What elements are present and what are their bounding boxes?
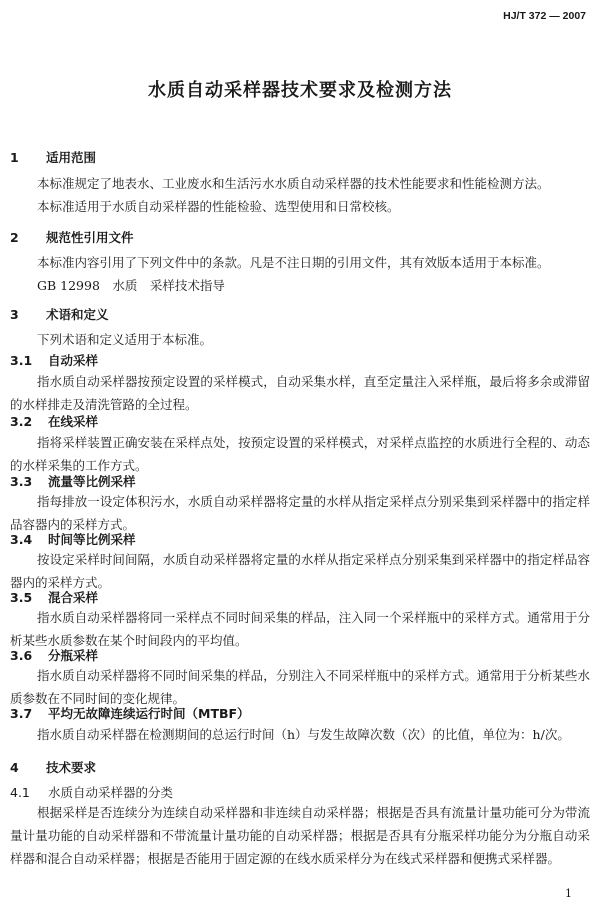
term-heading-3-2: 3.2 在线采样 [10,414,99,429]
section-heading-4 [10,758,96,776]
term-definition: 指水质自动采样器按预定设置的采样模式，自动采集水样，直至定量注入采样瓶，最后将多余或滞留的水样排走及清洗管路的全过程。 [10,374,590,412]
section-number: 4 [10,760,19,775]
standard-code: HJ/T 372 — 2007 [503,10,586,22]
term-heading-3-5: 3.5 混合采样 [10,590,99,605]
section-title: 技术要求 [46,760,97,775]
term-definition: 指将采样装置正确安装在采样点处，按预定设置的采样模式，对采样点监控的水质进行全程的、动态的水样采集的工作方式。 [10,435,590,473]
term-heading-3-3: 3.3 流量等比例采样 [10,474,136,489]
section-heading-2 [10,228,134,246]
paragraph: 根据采样是否连续分为连续自动采样器和非连续自动采样器；根据是否具有流量计量功能可分为带流量计量功能的自动采样器和不带流量计量功能的自动采样器；根据是否具有分瓶采样功能分为分瓶自动采样器和混合自动采样器；根据是否能用于固定源的在线水质采样分为在线式采样器和便携式采样器。 [10,805,590,866]
term-heading-3-6: 3.6 分瓶采样 [10,648,99,663]
section-heading-3 [10,305,109,323]
section-number: 2 [10,230,19,245]
term-definition: 指每排放一设定体积污水，水质自动采样器将定量的水样从指定采样点分别采集到采样器中的指定样品容器内的采样方式。 [10,494,590,532]
page-number: 1 [565,887,572,900]
term-definition: 按设定采样时间间隔，水质自动采样器将定量的水样从指定采样点分别采集到采样器中的指定样品容器内的采样方式。 [10,552,590,590]
section-heading-1 [10,148,96,166]
term-definition: 指水质自动采样器将同一采样点不同时间采集的样品，注入同一个采样瓶中的采样方式。通常用于分析某些水质参数在某个时间段内的平均值。 [10,610,590,648]
term-heading-3-7: 3.7 平均无故障连续运行时间（MTBF） [10,706,250,721]
paragraph: 本标准适用于水质自动采样器的性能检验、选型使用和日常校核。 [37,199,400,214]
term-definition: 指水质自动采样器将不同时间采集的样品，分别注入不同采样瓶中的采样方式。通常用于分析某些水质参数在不同时间的变化规律。 [10,668,590,706]
section-title: 规范性引用文件 [46,230,134,245]
paragraph: 下列术语和定义适用于本标准。 [37,332,213,347]
section-title: 术语和定义 [46,307,109,322]
reference-entry: GB 12998 水质 采样技术指导 [37,278,225,293]
section-title: 适用范围 [46,150,97,165]
section-number: 1 [10,150,19,165]
term-heading-3-4: 3.4 时间等比例采样 [10,532,136,547]
term-heading-3-1: 3.1 自动采样 [10,353,99,368]
paragraph: 本标准内容引用了下列文件中的条款。凡是不注日期的引用文件，其有效版本适用于本标准。 [37,255,550,270]
term-definition: 指水质自动采样器在检测期间的总运行时间（h）与发生故障次数（次）的比值，单位为：h/次。 [37,727,570,742]
paragraph: 本标准规定了地表水、工业废水和生活污水水质自动采样器的技术性能要求和性能检测方法。 [37,176,550,191]
section-number: 3 [10,307,19,322]
page-title: 水质自动采样器技术要求及检测方法 [148,80,452,101]
subsection-heading-4-1: 4.1 水质自动采样器的分类 [10,785,174,800]
